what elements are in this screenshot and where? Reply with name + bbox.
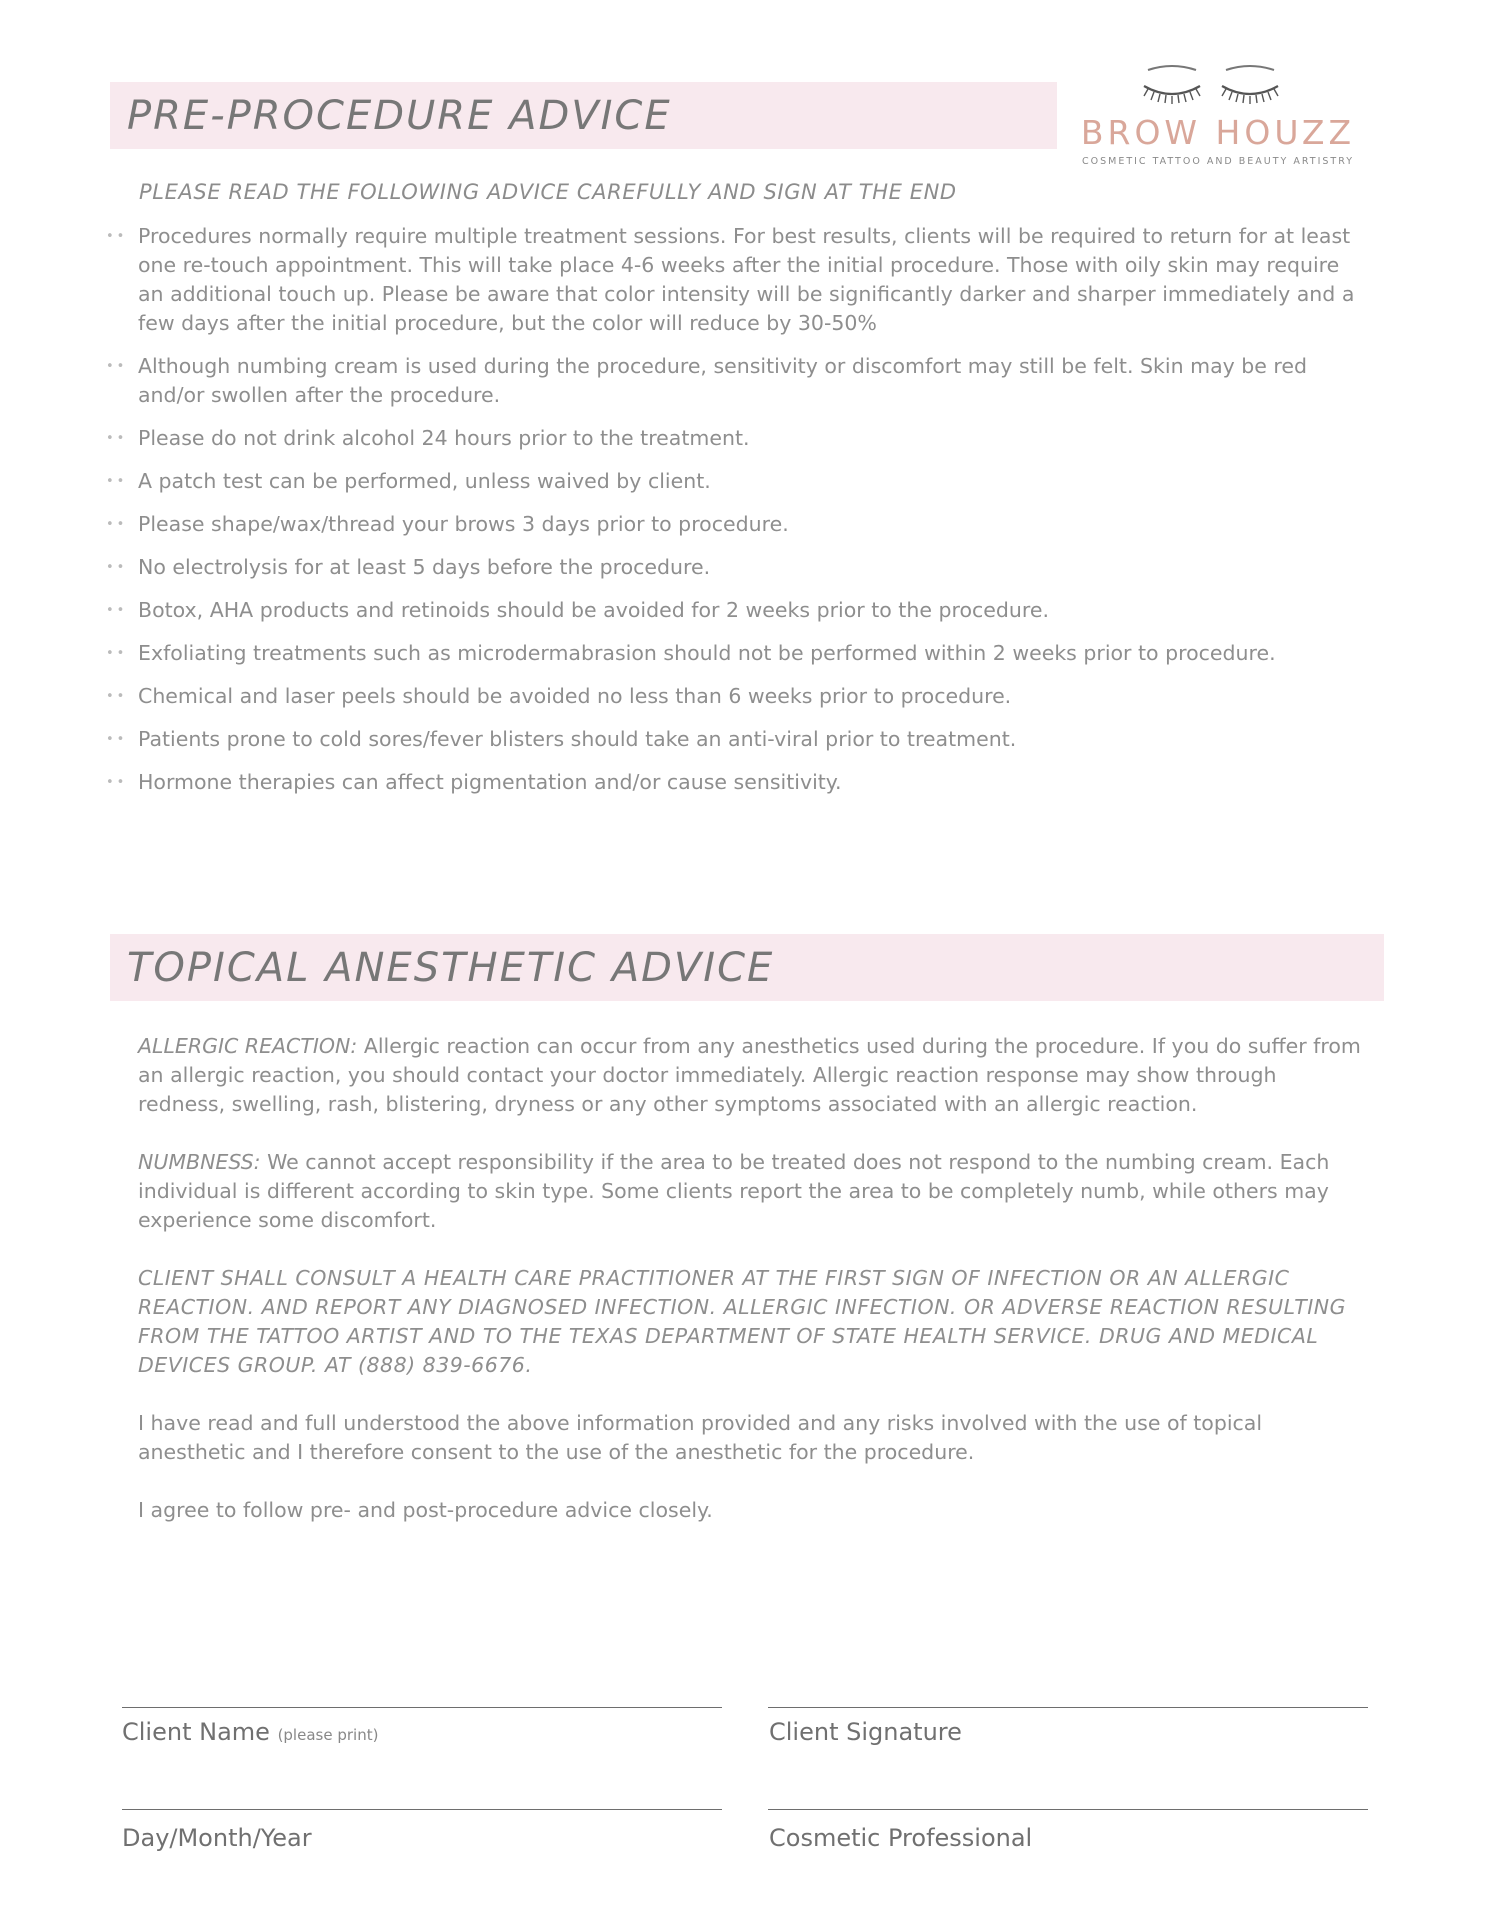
bullet-dots-icon: •• bbox=[106, 229, 128, 244]
date-line[interactable] bbox=[122, 1809, 722, 1810]
list-item: •• Patients prone to cold sores/fever blisters should take an anti-viral prior to treatment. bbox=[104, 725, 1366, 754]
anesthetic-section bbox=[138, 1032, 1363, 1554]
bullet-dots-icon: •• bbox=[106, 603, 128, 618]
bullet-dots-icon: •• bbox=[106, 646, 128, 661]
pre-procedure-list bbox=[104, 222, 1366, 811]
allergic-reaction-paragraph: ALLERGIC REACTION: Allergic reaction can occur from any anesthetics used during the procedure. If you do suffer from an allergic reaction, you should contact your doctor immediately. Allergic reaction response may show through redness, swelling, rash, blistering, dryness or any other symptoms associated with an allergic reaction. bbox=[138, 1034, 1361, 1116]
client-signature-line[interactable] bbox=[768, 1707, 1368, 1708]
bullet-dots-icon: •• bbox=[106, 689, 128, 704]
list-item: •• Please do not drink alcohol 24 hours prior to the treatment. bbox=[104, 424, 1366, 453]
anesthetic-banner bbox=[110, 934, 1384, 1001]
pre-procedure-banner bbox=[110, 82, 1057, 149]
consult-paragraph: CLIENT SHALL CONSULT A HEALTH CARE PRACTITIONER AT THE FIRST SIGN OF INFECTION OR AN ALLERGIC REACTION. AND REPORT ANY DIAGNOSED INFECTION. ALLERGIC INFECTION. OR ADVERSE REACTION RESULTING FROM THE TATTOO ARTIST AND TO THE TEXAS DEPARTMENT OF STATE HEALTH SERVICE. DRUG AND MEDICAL DEVICES GROUP. AT (888) 839-6676. bbox=[138, 1266, 1346, 1377]
list-item: •• Exfoliating treatments such as microdermabrasion should not be performed within 2 weeks prior to procedure. bbox=[104, 639, 1366, 668]
list-item: •• Hormone therapies can affect pigmentation and/or cause sensitivity. bbox=[104, 768, 1366, 797]
bullet-dots-icon: •• bbox=[106, 775, 128, 790]
client-name-hint: (please print) bbox=[277, 1726, 379, 1744]
numbness-paragraph: NUMBNESS: We cannot accept responsibility if the area to be treated does not respond to the numbing cream. Each individual is different according to skin type. Some clients report the area to be completely numb, while others may experience some discomfort. bbox=[138, 1150, 1330, 1232]
bullet-dots-icon: •• bbox=[106, 359, 128, 374]
professional-line[interactable] bbox=[768, 1809, 1368, 1810]
list-item: •• No electrolysis for at least 5 days before the procedure. bbox=[104, 553, 1366, 582]
client-name-line[interactable] bbox=[122, 1707, 722, 1708]
client-name-label: Client Name (please print) bbox=[122, 1718, 379, 1746]
client-signature-label: Client Signature bbox=[769, 1718, 962, 1746]
bullet-dots-icon: •• bbox=[106, 560, 128, 575]
list-item: •• Procedures normally require multiple treatment sessions. For best results, clients will be required to return for at least one re-touch appointment. This will take place 4-6 weeks after the initial procedure. Those with oily skin may require an additional touch up. Please be aware that color intensity will be significantly darker and sharper immediately and a few days after the initial procedure, but the color will reduce by 30-50% bbox=[106, 224, 1355, 335]
anesthetic-title: TOPICAL ANESTHETIC ADVICE bbox=[127, 944, 775, 991]
allergic-reaction-lead: ALLERGIC REACTION: bbox=[138, 1034, 358, 1058]
numbness-lead: NUMBNESS: bbox=[138, 1150, 261, 1174]
brand-name: BROW HOUZZ bbox=[1080, 113, 1356, 152]
list-item: •• A patch test can be performed, unless waived by client. bbox=[104, 467, 1366, 496]
brand-logo bbox=[1060, 58, 1370, 178]
read-instruction: PLEASE READ THE FOLLOWING ADVICE CAREFULLY AND SIGN AT THE END bbox=[139, 180, 957, 204]
list-item: •• Although numbing cream is used during the procedure, sensitivity or discomfort may still be felt. Skin may be red and/or swollen after the procedure. bbox=[106, 354, 1308, 407]
closed-eyes-icon bbox=[1060, 58, 1370, 110]
agree-paragraph: I agree to follow pre- and post-procedure advice closely. bbox=[138, 1498, 713, 1522]
date-label: Day/Month/Year bbox=[122, 1824, 312, 1852]
bullet-dots-icon: •• bbox=[106, 431, 128, 446]
consent-paragraph: I have read and full understood the above information provided and any risks involved with the use of topical anesthetic and I therefore consent to the use of the anesthetic for the procedure. bbox=[138, 1411, 1263, 1464]
brand-tagline: COSMETIC TATTOO AND BEAUTY ARTISTRY bbox=[1081, 156, 1355, 167]
professional-label: Cosmetic Professional bbox=[769, 1824, 1033, 1852]
list-item: •• Botox, AHA products and retinoids should be avoided for 2 weeks prior to the procedure. bbox=[104, 596, 1366, 625]
list-item: •• Chemical and laser peels should be avoided no less than 6 weeks prior to procedure. bbox=[104, 682, 1366, 711]
list-item: •• Please shape/wax/thread your brows 3 days prior to procedure. bbox=[104, 510, 1366, 539]
bullet-dots-icon: •• bbox=[106, 732, 128, 747]
bullet-dots-icon: •• bbox=[106, 474, 128, 489]
pre-procedure-title: PRE-PROCEDURE ADVICE bbox=[127, 92, 672, 139]
bullet-dots-icon: •• bbox=[106, 517, 128, 532]
